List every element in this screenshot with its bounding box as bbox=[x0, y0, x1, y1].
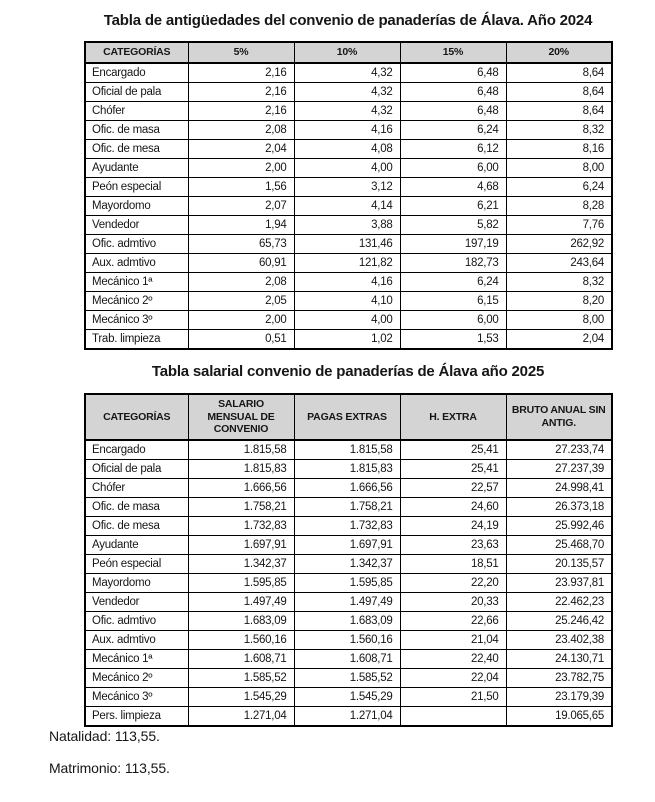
value-cell: 22,20 bbox=[400, 574, 506, 593]
table-row bbox=[85, 460, 612, 479]
table-row bbox=[85, 517, 612, 536]
category-cell: Aux. admtivo bbox=[85, 253, 188, 272]
table-row bbox=[85, 196, 612, 215]
category-cell: Oficial de pala bbox=[85, 460, 188, 479]
table-row bbox=[85, 536, 612, 555]
value-cell: 25.992,46 bbox=[506, 517, 612, 536]
value-cell: 1.683,09 bbox=[294, 612, 400, 631]
value-cell: 4,32 bbox=[294, 63, 400, 83]
value-cell: 4,14 bbox=[294, 196, 400, 215]
value-cell: 2,16 bbox=[188, 101, 294, 120]
value-cell: 1,94 bbox=[188, 215, 294, 234]
value-cell: 1.815,58 bbox=[294, 440, 400, 460]
value-cell: 1.732,83 bbox=[188, 517, 294, 536]
category-cell: Mayordomo bbox=[85, 196, 188, 215]
value-cell: 21,50 bbox=[400, 688, 506, 707]
table-row bbox=[85, 479, 612, 498]
value-cell: 8,20 bbox=[506, 291, 612, 310]
value-cell: 1.608,71 bbox=[294, 650, 400, 669]
value-cell: 6,24 bbox=[400, 120, 506, 139]
category-cell: Chófer bbox=[85, 479, 188, 498]
table-row bbox=[85, 82, 612, 101]
natalidad-note: Natalidad: 113,55. bbox=[49, 728, 160, 744]
table-row bbox=[85, 612, 612, 631]
antiguedades-table bbox=[84, 41, 613, 350]
category-cell: Chófer bbox=[85, 101, 188, 120]
value-cell: 4,32 bbox=[294, 82, 400, 101]
table-row bbox=[85, 120, 612, 139]
value-cell: 1.815,83 bbox=[294, 460, 400, 479]
value-cell: 1.595,85 bbox=[188, 574, 294, 593]
header-row bbox=[85, 42, 612, 63]
column-header: CATEGORÍAS bbox=[85, 42, 188, 63]
value-cell: 1.697,91 bbox=[294, 536, 400, 555]
value-cell: 6,24 bbox=[506, 177, 612, 196]
table-row bbox=[85, 253, 612, 272]
column-header: 15% bbox=[400, 42, 506, 63]
value-cell: 1.560,16 bbox=[294, 631, 400, 650]
value-cell: 25.246,42 bbox=[506, 612, 612, 631]
value-cell: 2,04 bbox=[506, 329, 612, 349]
value-cell: 121,82 bbox=[294, 253, 400, 272]
value-cell: 1.815,58 bbox=[188, 440, 294, 460]
document-content bbox=[84, 0, 612, 727]
value-cell: 2,05 bbox=[188, 291, 294, 310]
table-row bbox=[85, 272, 612, 291]
value-cell: 1.497,49 bbox=[294, 593, 400, 612]
value-cell: 1.271,04 bbox=[294, 707, 400, 727]
table-row bbox=[85, 101, 612, 120]
column-header: 20% bbox=[506, 42, 612, 63]
category-cell: Ofic. admtivo bbox=[85, 234, 188, 253]
category-cell: Pers. limpieza bbox=[85, 707, 188, 727]
value-cell: 4,16 bbox=[294, 272, 400, 291]
value-cell: 1.758,21 bbox=[188, 498, 294, 517]
table-row bbox=[85, 139, 612, 158]
value-cell: 6,48 bbox=[400, 63, 506, 83]
value-cell: 3,12 bbox=[294, 177, 400, 196]
category-cell: Mecánico 3º bbox=[85, 310, 188, 329]
value-cell: 0,51 bbox=[188, 329, 294, 349]
value-cell: 1.342,37 bbox=[188, 555, 294, 574]
value-cell: 4,00 bbox=[294, 158, 400, 177]
column-header: 10% bbox=[294, 42, 400, 63]
category-cell: Encargado bbox=[85, 440, 188, 460]
value-cell: 2,07 bbox=[188, 196, 294, 215]
column-header: 5% bbox=[188, 42, 294, 63]
value-cell: 19.065,65 bbox=[506, 707, 612, 727]
value-cell: 262,92 bbox=[506, 234, 612, 253]
category-cell: Ofic. de masa bbox=[85, 120, 188, 139]
category-cell: Encargado bbox=[85, 63, 188, 83]
value-cell: 23.179,39 bbox=[506, 688, 612, 707]
value-cell: 22,04 bbox=[400, 669, 506, 688]
header-row bbox=[85, 394, 612, 440]
table-row bbox=[85, 669, 612, 688]
value-cell: 1.697,91 bbox=[188, 536, 294, 555]
category-cell: Mecánico 2º bbox=[85, 291, 188, 310]
value-cell: 20.135,57 bbox=[506, 555, 612, 574]
value-cell bbox=[400, 707, 506, 727]
value-cell: 1.585,52 bbox=[294, 669, 400, 688]
value-cell: 2,08 bbox=[188, 120, 294, 139]
value-cell: 8,28 bbox=[506, 196, 612, 215]
value-cell: 4,10 bbox=[294, 291, 400, 310]
value-cell: 1.815,83 bbox=[188, 460, 294, 479]
value-cell: 2,16 bbox=[188, 63, 294, 83]
value-cell: 243,64 bbox=[506, 253, 612, 272]
value-cell: 197,19 bbox=[400, 234, 506, 253]
value-cell: 25.468,70 bbox=[506, 536, 612, 555]
value-cell: 22,57 bbox=[400, 479, 506, 498]
value-cell: 21,04 bbox=[400, 631, 506, 650]
value-cell: 23.937,81 bbox=[506, 574, 612, 593]
salarial-table bbox=[84, 393, 613, 727]
matrimonio-note: Matrimonio: 113,55. bbox=[49, 760, 170, 776]
table-row bbox=[85, 177, 612, 196]
value-cell: 20,33 bbox=[400, 593, 506, 612]
value-cell: 1.545,29 bbox=[294, 688, 400, 707]
value-cell: 8,00 bbox=[506, 158, 612, 177]
table-row bbox=[85, 291, 612, 310]
value-cell: 1.545,29 bbox=[188, 688, 294, 707]
value-cell: 2,00 bbox=[188, 310, 294, 329]
value-cell: 27.233,74 bbox=[506, 440, 612, 460]
table-row bbox=[85, 215, 612, 234]
table-row bbox=[85, 688, 612, 707]
value-cell: 8,16 bbox=[506, 139, 612, 158]
column-header: H. EXTRA bbox=[400, 394, 506, 440]
salarial-table-title: Tabla salarial convenio de panaderías de Álava año 2025 bbox=[151, 362, 545, 380]
category-cell: Aux. admtivo bbox=[85, 631, 188, 650]
category-cell: Mecánico 2º bbox=[85, 669, 188, 688]
category-cell: Ofic. de masa bbox=[85, 498, 188, 517]
column-header: PAGAS EXTRAS bbox=[294, 394, 400, 440]
value-cell: 2,00 bbox=[188, 158, 294, 177]
value-cell: 6,48 bbox=[400, 101, 506, 120]
value-cell: 6,21 bbox=[400, 196, 506, 215]
value-cell: 6,00 bbox=[400, 310, 506, 329]
value-cell: 60,91 bbox=[188, 253, 294, 272]
value-cell: 1.585,52 bbox=[188, 669, 294, 688]
value-cell: 8,00 bbox=[506, 310, 612, 329]
category-cell: Ofic. admtivo bbox=[85, 612, 188, 631]
table-row bbox=[85, 158, 612, 177]
value-cell: 8,32 bbox=[506, 272, 612, 291]
value-cell: 4,16 bbox=[294, 120, 400, 139]
value-cell: 23.782,75 bbox=[506, 669, 612, 688]
value-cell: 65,73 bbox=[188, 234, 294, 253]
value-cell: 24.998,41 bbox=[506, 479, 612, 498]
column-header: BRUTO ANUAL SIN ANTIG. bbox=[506, 394, 612, 440]
value-cell: 1.608,71 bbox=[188, 650, 294, 669]
value-cell: 6,48 bbox=[400, 82, 506, 101]
value-cell: 4,68 bbox=[400, 177, 506, 196]
value-cell: 1,02 bbox=[294, 329, 400, 349]
table-row bbox=[85, 574, 612, 593]
value-cell: 2,04 bbox=[188, 139, 294, 158]
value-cell: 26.373,18 bbox=[506, 498, 612, 517]
value-cell: 23.402,38 bbox=[506, 631, 612, 650]
value-cell: 1.666,56 bbox=[294, 479, 400, 498]
value-cell: 24,19 bbox=[400, 517, 506, 536]
table-row bbox=[85, 329, 612, 349]
value-cell: 8,64 bbox=[506, 101, 612, 120]
value-cell: 25,41 bbox=[400, 460, 506, 479]
category-cell: Ofic. de mesa bbox=[85, 517, 188, 536]
value-cell: 1.595,85 bbox=[294, 574, 400, 593]
value-cell: 3,88 bbox=[294, 215, 400, 234]
value-cell: 25,41 bbox=[400, 440, 506, 460]
value-cell: 6,15 bbox=[400, 291, 506, 310]
category-cell: Peón especial bbox=[85, 555, 188, 574]
value-cell: 6,12 bbox=[400, 139, 506, 158]
category-cell: Ayudante bbox=[85, 536, 188, 555]
category-cell: Mecánico 1ª bbox=[85, 272, 188, 291]
table-row bbox=[85, 707, 612, 727]
column-header: CATEGORÍAS bbox=[85, 394, 188, 440]
table-row bbox=[85, 555, 612, 574]
value-cell: 6,24 bbox=[400, 272, 506, 291]
value-cell: 2,16 bbox=[188, 82, 294, 101]
category-cell: Mecánico 1ª bbox=[85, 650, 188, 669]
antiguedades-table-title: Tabla de antigüedades del convenio de panaderías de Álava. Año 2024 bbox=[103, 12, 593, 29]
table-row bbox=[85, 63, 612, 83]
value-cell: 1.732,83 bbox=[294, 517, 400, 536]
table-row bbox=[85, 234, 612, 253]
table-row bbox=[85, 310, 612, 329]
value-cell: 22,66 bbox=[400, 612, 506, 631]
value-cell: 1.666,56 bbox=[188, 479, 294, 498]
category-cell: Mecánico 3º bbox=[85, 688, 188, 707]
value-cell: 24,60 bbox=[400, 498, 506, 517]
value-cell: 1.683,09 bbox=[188, 612, 294, 631]
value-cell: 27.237,39 bbox=[506, 460, 612, 479]
value-cell: 4,00 bbox=[294, 310, 400, 329]
category-cell: Vendedor bbox=[85, 593, 188, 612]
value-cell: 22.462,23 bbox=[506, 593, 612, 612]
value-cell: 4,08 bbox=[294, 139, 400, 158]
value-cell: 1.271,04 bbox=[188, 707, 294, 727]
value-cell: 6,00 bbox=[400, 158, 506, 177]
table-row bbox=[85, 593, 612, 612]
value-cell: 182,73 bbox=[400, 253, 506, 272]
value-cell: 1.497,49 bbox=[188, 593, 294, 612]
category-cell: Ofic. de mesa bbox=[85, 139, 188, 158]
column-header: SALARIO MENSUAL DE CONVENIO bbox=[188, 394, 294, 440]
category-cell: Vendedor bbox=[85, 215, 188, 234]
value-cell: 23,63 bbox=[400, 536, 506, 555]
value-cell: 1.758,21 bbox=[294, 498, 400, 517]
value-cell: 8,32 bbox=[506, 120, 612, 139]
value-cell: 8,64 bbox=[506, 63, 612, 83]
value-cell: 18,51 bbox=[400, 555, 506, 574]
table-row bbox=[85, 440, 612, 460]
category-cell: Oficial de pala bbox=[85, 82, 188, 101]
table-row bbox=[85, 498, 612, 517]
category-cell: Ayudante bbox=[85, 158, 188, 177]
value-cell: 1,56 bbox=[188, 177, 294, 196]
category-cell: Trab. limpieza bbox=[85, 329, 188, 349]
value-cell: 7,76 bbox=[506, 215, 612, 234]
value-cell: 22,40 bbox=[400, 650, 506, 669]
value-cell: 24.130,71 bbox=[506, 650, 612, 669]
value-cell: 1.342,37 bbox=[294, 555, 400, 574]
value-cell: 5,82 bbox=[400, 215, 506, 234]
value-cell: 2,08 bbox=[188, 272, 294, 291]
category-cell: Peón especial bbox=[85, 177, 188, 196]
table-row bbox=[85, 631, 612, 650]
value-cell: 1,53 bbox=[400, 329, 506, 349]
table-row bbox=[85, 650, 612, 669]
category-cell: Mayordomo bbox=[85, 574, 188, 593]
value-cell: 8,64 bbox=[506, 82, 612, 101]
value-cell: 1.560,16 bbox=[188, 631, 294, 650]
value-cell: 4,32 bbox=[294, 101, 400, 120]
value-cell: 131,46 bbox=[294, 234, 400, 253]
